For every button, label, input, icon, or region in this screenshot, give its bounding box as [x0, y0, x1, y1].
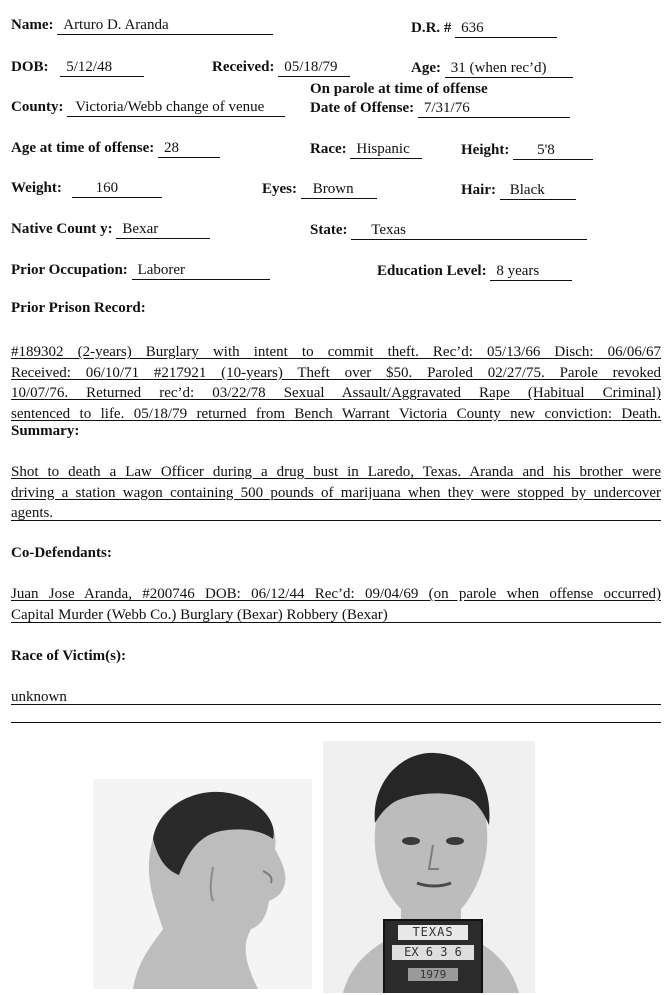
- age-at-offense-value: 28: [158, 140, 220, 158]
- race-value: Hispanic: [350, 141, 422, 159]
- native-county-value: Bexar: [116, 221, 210, 239]
- placard-line-2: EX 6 3 6: [392, 945, 474, 960]
- co-defendants-text: [11, 584, 661, 625]
- co-defendant-line: Juan Jose Aranda, #200746 DOB: 06/12/44 Rec’d: 09/04/69 (on parole when offense occurred): [11, 586, 661, 602]
- race-of-victims-value: unknown: [11, 689, 67, 705]
- summary-end-rule: [11, 520, 661, 521]
- height-value: 5'8: [513, 142, 593, 160]
- education-level-field: [377, 262, 572, 281]
- prior-record-line: Received: 06/10/71 #217921 (10-years) Theft over $50. Paroled 02/27/75. Parole revoked: [11, 364, 661, 381]
- state-value: Texas: [351, 222, 587, 240]
- county-value: Victoria/Webb change of venue: [67, 99, 285, 117]
- eyes-value: Brown: [301, 181, 377, 199]
- race-of-victims-heading: Race of Victim(s):: [11, 648, 126, 664]
- parole-note: On parole at time of offense: [310, 81, 488, 97]
- summary-line: Shot to death a Law Officer during a drug bust in Laredo, Texas. Aranda and his brother were: [11, 464, 661, 480]
- prior-record-line: sentenced to life. 05/18/79 returned from Bench Warrant Victoria County new conviction: Death.: [11, 405, 661, 422]
- prior-occupation-value: Laborer: [132, 262, 270, 280]
- profile-silhouette: [93, 779, 312, 989]
- placard-line-3: 1979: [408, 968, 458, 981]
- dob-label: DOB:: [11, 59, 49, 75]
- summary-line: driving a station wagon containing 500 pounds of marijuana when they were stopped by undercover: [11, 484, 661, 501]
- front-mugshot-photo: [323, 741, 535, 993]
- profile-mugshot-photo: [93, 779, 312, 989]
- placard-line-1: TEXAS: [398, 925, 468, 940]
- race-label: Race:: [310, 141, 347, 157]
- native-county-label: Native Count y:: [11, 221, 113, 237]
- victims-rule-1: [11, 704, 661, 705]
- race-field: [310, 140, 422, 159]
- height-field: [461, 141, 593, 160]
- co-defendants-end-rule: [11, 622, 661, 623]
- dob-value: 5/12/48: [60, 59, 144, 77]
- weight-label: Weight:: [11, 180, 62, 196]
- date-of-offense-label: Date of Offense:: [310, 100, 415, 116]
- eyes-label: Eyes:: [262, 181, 297, 197]
- hair-value: Black: [500, 182, 576, 200]
- eyes-field: [262, 180, 377, 199]
- state-label: State:: [310, 222, 348, 238]
- prior-record-line: 10/07/76. Returned rec’d: 03/22/78 Sexual Assault/Aggravated Rape (Habitual Criminal): [11, 385, 661, 401]
- name-value: Arturo D. Aranda: [57, 17, 273, 35]
- received-label: Received:: [212, 59, 275, 75]
- summary-heading: Summary:: [11, 423, 80, 439]
- date-of-offense-field: [310, 99, 570, 118]
- education-level-label: Education Level:: [377, 263, 487, 279]
- received-field: [212, 58, 350, 77]
- prior-record-line: #189302 (2-years) Burglary with intent to commit theft. Rec’d: 05/13/66 Disch: 06/06/67: [11, 344, 661, 360]
- age-label: Age:: [411, 60, 441, 76]
- summary-line: agents.: [11, 505, 54, 521]
- prior-occupation-field: [11, 261, 270, 280]
- victims-rule-2: [11, 722, 661, 723]
- county-field: [11, 98, 285, 117]
- dob-field: [11, 58, 144, 77]
- summary-text: [11, 462, 661, 524]
- native-county-field: [11, 220, 210, 239]
- date-of-offense-value: 7/31/76: [418, 100, 570, 118]
- received-value: 05/18/79: [278, 59, 350, 77]
- dr-number-field: [411, 19, 557, 38]
- age-value: 31 (when rec’d): [445, 60, 573, 78]
- hair-label: Hair:: [461, 182, 496, 198]
- id-placard: [383, 919, 483, 993]
- prior-prison-record-heading: Prior Prison Record:: [11, 300, 146, 316]
- state-field: [310, 221, 587, 240]
- name-label: Name:: [11, 17, 54, 33]
- prior-occupation-label: Prior Occupation:: [11, 262, 128, 278]
- dr-number-label: D.R. #: [411, 20, 452, 36]
- hair-field: [461, 181, 576, 200]
- weight-value: 160: [72, 180, 162, 198]
- age-at-offense-field: [11, 139, 220, 158]
- prior-prison-record-text: [11, 342, 661, 424]
- education-level-value: 8 years: [490, 263, 572, 281]
- co-defendant-line: Capital Murder (Webb Co.) Burglary (Bexar) Robbery (Bexar): [11, 606, 388, 623]
- co-defendants-heading: Co-Defendants:: [11, 545, 112, 561]
- age-at-offense-label: Age at time of offense:: [11, 140, 155, 156]
- name-field: [11, 16, 273, 35]
- weight-field: [11, 179, 162, 198]
- height-label: Height:: [461, 142, 510, 158]
- dr-number-value: 636: [455, 20, 557, 38]
- age-field: [411, 59, 573, 78]
- county-label: County:: [11, 99, 64, 115]
